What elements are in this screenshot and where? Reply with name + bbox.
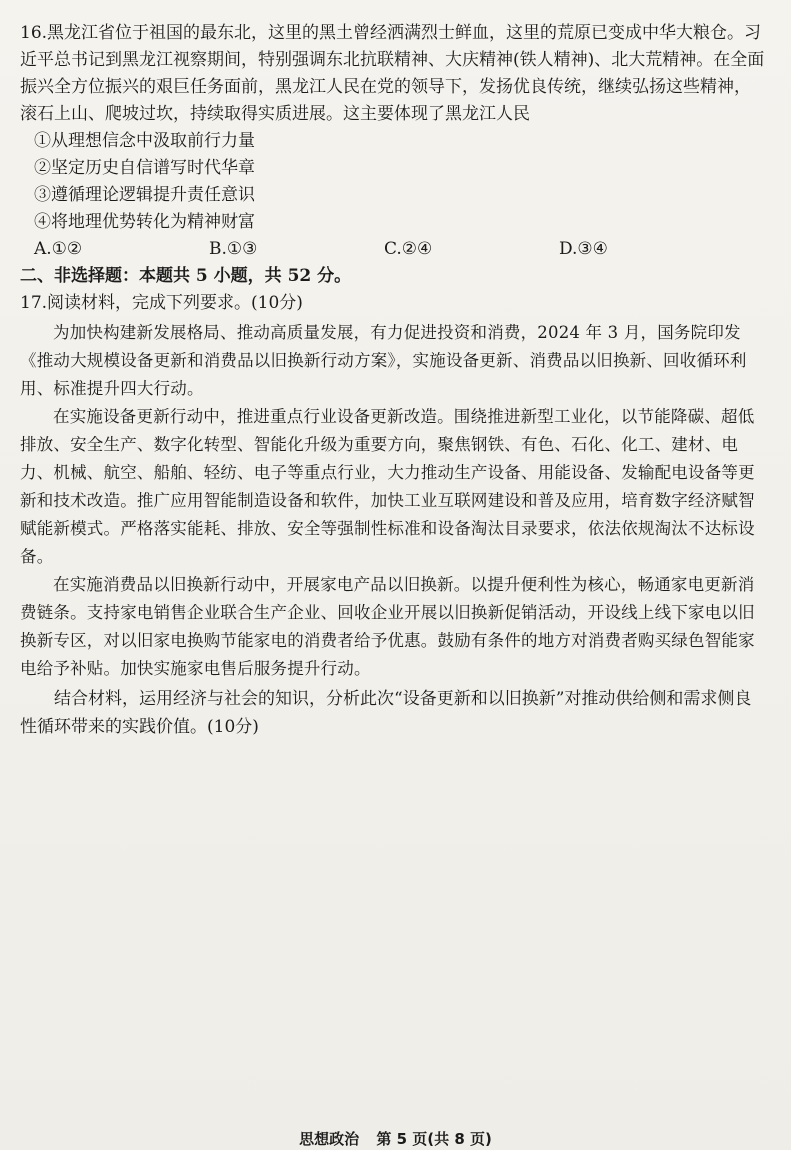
question-16-option-4: ④将地理优势转化为精神财富 (34, 212, 255, 232)
question-16-choices (20, 236, 767, 263)
section-2-title: 二、非选择题：本题共 5 小题，共 52 分。 (20, 266, 352, 286)
choice-a: A.①② (34, 239, 83, 259)
question-17-header: 17.阅读材料，完成下列要求。(10分) (20, 293, 303, 313)
question-16-stem: 16.黑龙江省位于祖国的最东北，这里的黑土曾经洒满烈士鲜血，这里的荒原已变成中华大粮仓。习近平总书记到黑龙江视察期间，特别强调东北抗联精神、大庆精神(铁人精神)、北大荒精神。在全面振兴全方位振兴的艰巨任务面前，黑龙江人民在党的领导下，发扬优良传统，继续弘扬这些精神，滚石上山、爬坡过坎，持续取得实质进展。这主要体现了黑龙江人民 (20, 23, 765, 124)
page-footer (0, 1128, 791, 1149)
footer-subject: 思想政治 (299, 1130, 360, 1148)
question-16 (20, 20, 767, 263)
material-paragraph-2: 在实施设备更新行动中，推进重点行业设备更新改造。围绕推进新型工业化，以节能降碳、超低排放、安全生产、数字化转型、智能化升级为重要方向，聚焦钢铁、有色、石化、化工、建材、电力、机械、航空、船舶、轻纺、电子等重点行业，大力推动生产设备、用能设备、发输配电设备等更新和技术改造。推广应用智能制造设备和软件，加快工业互联网建设和普及应用，培育数字经济赋智赋能新模式。严格落实能耗、排放、安全等强制性标准和设备淘汰目录要求，依法依规淘汰不达标设备。 (20, 407, 755, 566)
material-paragraph-3: 在实施消费品以旧换新行动中，开展家电产品以旧换新。以提升便利性为核心，畅通家电更新消费链条。支持家电销售企业联合生产企业、回收企业开展以旧换新促销活动，开设线上线下家电以旧换新专区，对以旧家电换购节能家电的消费者给予优惠。鼓励有条件的地方对消费者购买绿色智能家电给予补贴。加快实施家电售后服务提升行动。 (20, 575, 755, 678)
choice-c: C.②④ (384, 239, 433, 259)
choice-d: D.③④ (559, 239, 608, 259)
question-17-task: 结合材料，运用经济与社会的知识，分析此次“设备更新和以旧换新”对推动供给侧和需求侧良性循环带来的实践价值。(10分) (20, 689, 752, 737)
choice-b: B.①③ (209, 239, 258, 259)
footer-page-number: 第 5 页(共 8 页) (376, 1130, 492, 1148)
question-16-option-1: ①从理想信念中汲取前行力量 (34, 131, 255, 151)
question-16-option-2: ②坚定历史自信谱写时代华章 (34, 158, 255, 178)
question-17-material (20, 319, 767, 683)
question-16-option-3: ③遵循理论逻辑提升责任意识 (34, 185, 255, 205)
material-paragraph-1: 为加快构建新发展格局、推动高质量发展，有力促进投资和消费，2024 年 3 月，国务院印发《推动大规模设备更新和消费品以旧换新行动方案》，实施设备更新、消费品以旧换新、回收循环利用、标准提升四大行动。 (20, 323, 747, 398)
question-17 (20, 290, 767, 741)
